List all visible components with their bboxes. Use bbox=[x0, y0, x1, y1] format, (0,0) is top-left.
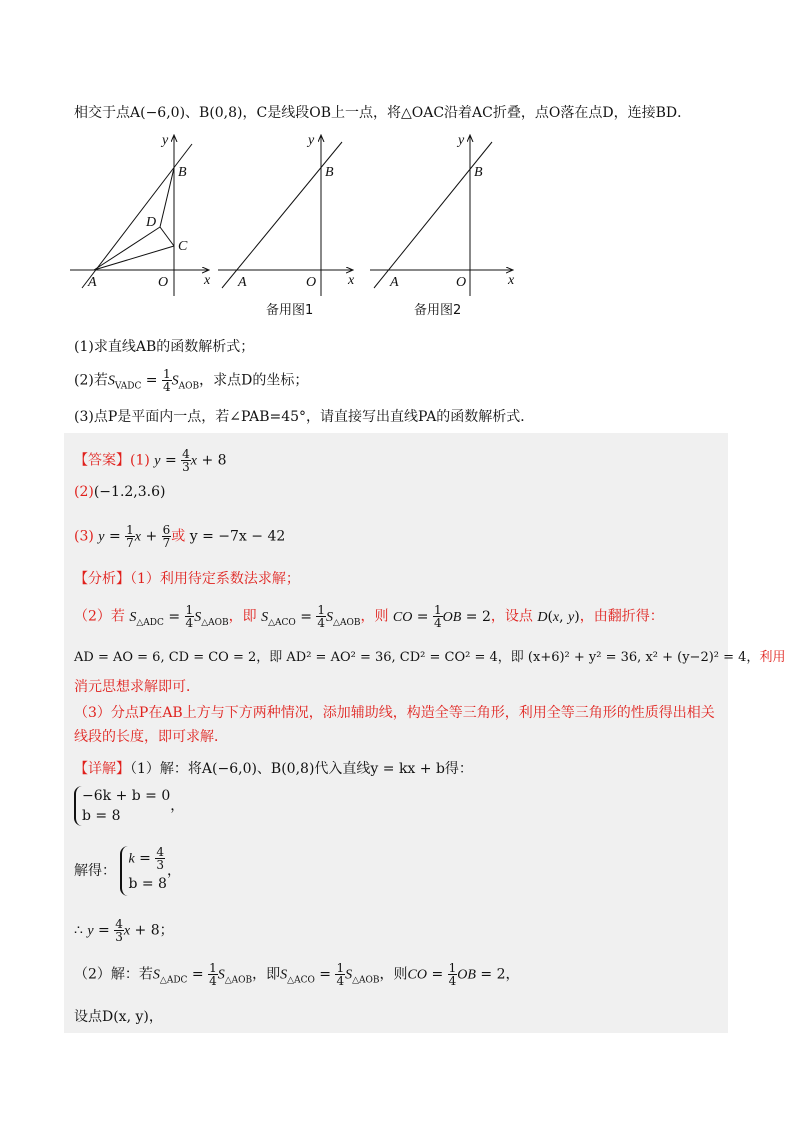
detail-therefore: ∴ y = $\frac{4}{3}$ x + 8； bbox=[74, 917, 174, 944]
problem-intro: 相交于点A(−6,0)、B(0,8)，C是线段OB上一点，将△OAC沿着AC折叠，点O落在点D，连接BD． bbox=[74, 105, 692, 121]
label-b: B bbox=[325, 165, 334, 180]
label-y: y bbox=[162, 133, 169, 148]
label-a: A bbox=[390, 275, 399, 290]
analysis-3: AD = AO = 6, CD = CO = 2，即 AD² = AO² = 36, CD² = CO² = 4，即 (x+6)² + y² = 36, x² + (y−2)² = 4，利用 bbox=[74, 650, 786, 665]
label-y: y bbox=[458, 133, 465, 148]
detail-3: 设点D(x, y)， bbox=[74, 1009, 163, 1025]
label-x: x bbox=[204, 273, 211, 288]
caption-spare-1: 备用图1 bbox=[266, 303, 314, 318]
line-ab bbox=[374, 142, 492, 288]
label-y: y bbox=[308, 133, 315, 148]
label-d: D bbox=[146, 215, 157, 230]
figure-spare-1 bbox=[218, 133, 355, 318]
line-ab bbox=[222, 142, 342, 288]
detail-2: （2）解：若$S_{\triangle ADC}$ = $\frac{1}{4}$ $S_{\triangle AOB}$，即$S_{\triangle ACO}$ = $\frac{1}{4}$ $S_{\triangle AOB}$，则CO = $\frac{1}{4}$ OB = 2， bbox=[74, 961, 520, 988]
figure-spare-2 bbox=[370, 133, 515, 318]
caption-spare-2: 备用图2 bbox=[414, 303, 462, 318]
label-o: O bbox=[456, 275, 467, 290]
analysis-4: 消元思想求解即可． bbox=[74, 679, 200, 695]
coordinate-figures bbox=[66, 128, 526, 328]
label-a: A bbox=[238, 275, 247, 290]
label-c: C bbox=[178, 239, 188, 254]
line-ab bbox=[82, 144, 192, 288]
question-1: (1)求直线AB的函数解析式； bbox=[74, 339, 255, 355]
label-b: B bbox=[474, 165, 483, 180]
label-x: x bbox=[348, 273, 355, 288]
answer-2: (2)(−1.2,3.6) bbox=[74, 484, 166, 500]
detail-solve: 解得： k = $\frac{4}{3}$ b = 8 ， bbox=[74, 846, 181, 896]
label-b: B bbox=[178, 165, 187, 180]
label-o: O bbox=[306, 275, 317, 290]
analysis-5: （3）分点P在AB上方与下方两种情况，添加辅助线，构造全等三角形，利用全等三角形的性质得出相关 bbox=[74, 705, 715, 721]
analysis-6: 线段的长度，即可求解． bbox=[74, 729, 228, 745]
detail-system-1: −6k + b = 0 b = 8 ， bbox=[74, 786, 184, 826]
question-3: (3)点P是平面内一点，若∠PAB=45°，请直接写出直线PA的函数解析式． bbox=[74, 409, 535, 425]
analysis-1: 【分析】（1）利用待定系数法求解； bbox=[74, 571, 300, 587]
answer-1: 【答案】(1) y = $\frac{4}{3}$ x + 8 bbox=[74, 447, 227, 474]
segment-ad bbox=[94, 227, 160, 270]
detail-1: 【详解】（1）解：将A(−6,0)、B(0,8)代入直线y = kx + b得： bbox=[74, 761, 473, 777]
segment-dc bbox=[160, 227, 174, 246]
label-a: A bbox=[88, 275, 97, 290]
figures-row bbox=[66, 128, 526, 328]
segment-ac bbox=[94, 246, 174, 270]
label-o: O bbox=[158, 275, 169, 290]
answer-3: (3) y = $\frac{1}{7}$ x + $\frac{6}{7}$ 或 y = −7x − 42 bbox=[74, 523, 286, 550]
figure-main bbox=[70, 133, 211, 296]
label-x: x bbox=[508, 273, 515, 288]
question-2: (2)若$S_{VADC}$ = $\frac{1}{4}$ $S_{AOB}$，求点D的坐标； bbox=[74, 367, 309, 394]
analysis-2: （2）若 $S_{\triangle ADC}$ = $\frac{1}{4}$ $S_{\triangle AOB}$，即 $S_{\triangle ACO}$ = $\frac{1}{4}$ $S_{\triangle AOB}$，则 CO = $\frac{1}{4}$ OB = 2，设点 D(x, y)，由翻折得： bbox=[74, 603, 664, 630]
